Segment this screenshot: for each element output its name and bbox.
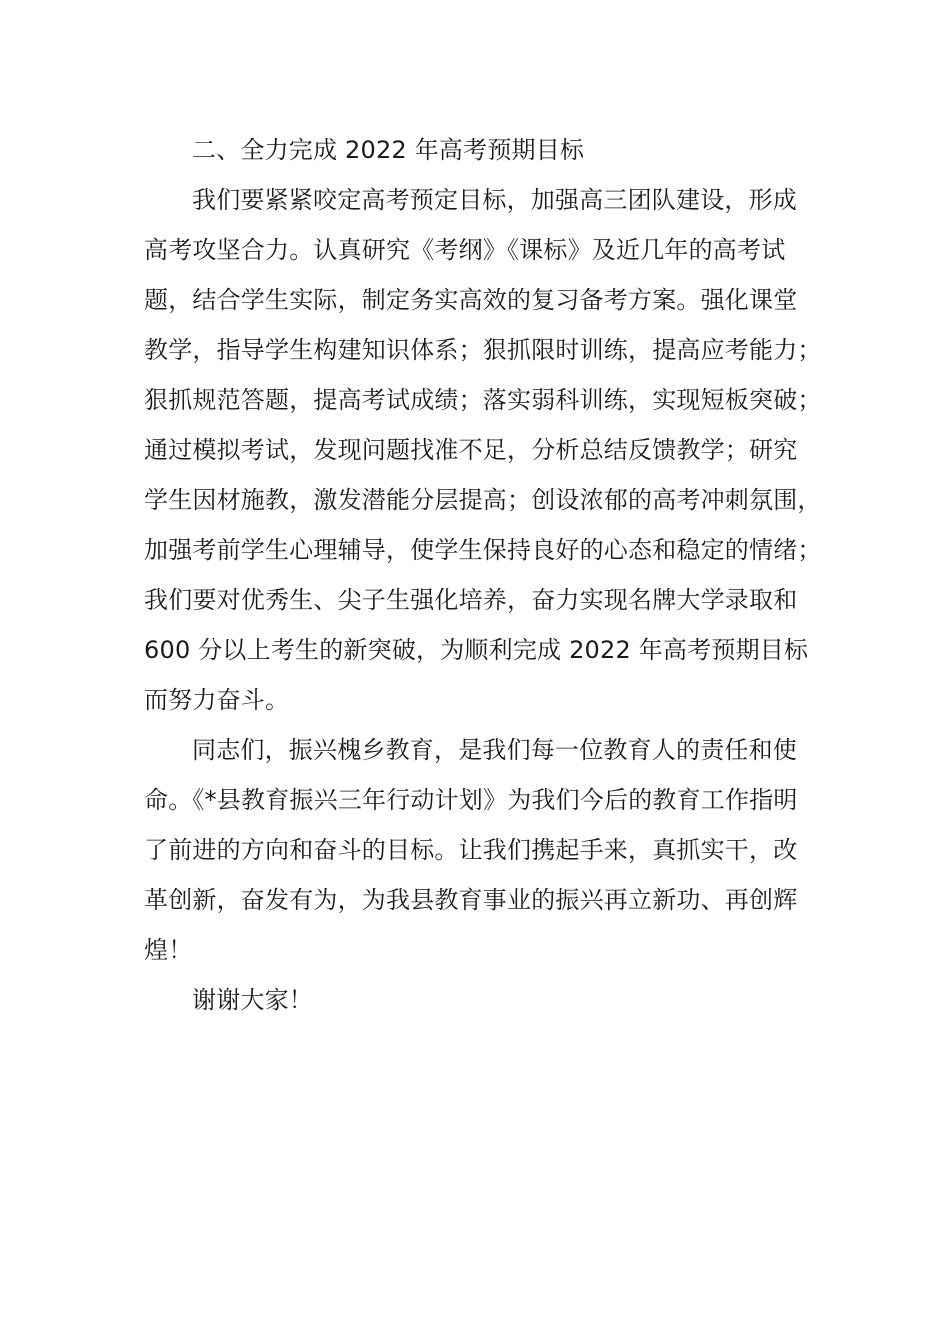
paragraph-line: 学生因材施教，激发潜能分层提高；创设浓郁的高考冲刺氛围， [144,486,822,514]
paragraph-line: 命。《*县教育振兴三年行动计划》为我们今后的教育工作指明 [144,786,798,814]
paragraph-line: 狠抓规范答题，提高考试成绩；落实弱科训练，实现短板突破； [144,386,822,414]
paragraph-line: 煌！ [144,936,193,964]
paragraph-line: 600 分以上考生的新突破，为顺利完成 2022 年高考预期目标 [144,636,809,664]
paragraph-line: 教学，指导学生构建知识体系；狠抓限时训练，提高应考能力； [144,336,822,364]
paragraph-line: 通过模拟考试，发现问题找准不足，分析总结反馈教学；研究 [144,436,798,464]
section-heading: 二、全力完成 2022 年高考预期目标 [192,136,585,164]
paragraph-line: 加强考前学生心理辅导，使学生保持良好的心态和稳定的情绪； [144,536,822,564]
paragraph-line: 了前进的方向和奋斗的目标。让我们携起手来，真抓实干，改 [144,836,798,864]
paragraph-line: 高考攻坚合力。认真研究《考纲》《课标》及近几年的高考试 [144,236,786,264]
paragraph-line: 我们要对优秀生、尖子生强化培养，奋力实现名牌大学录取和 [144,586,798,614]
closing-text: 谢谢大家！ [192,986,313,1014]
paragraph-line: 我们要紧紧咬定高考预定目标，加强高三团队建设，形成 [192,186,797,214]
paragraph-line: 题，结合学生实际，制定务实高效的复习备考方案。强化课堂 [144,286,798,314]
paragraph-line: 革创新，奋发有为，为我县教育事业的振兴再立新功、再创辉 [144,886,798,914]
paragraph-line: 而努力奋斗。 [144,686,290,714]
paragraph-line: 同志们，振兴槐乡教育，是我们每一位教育人的责任和使 [192,736,797,764]
